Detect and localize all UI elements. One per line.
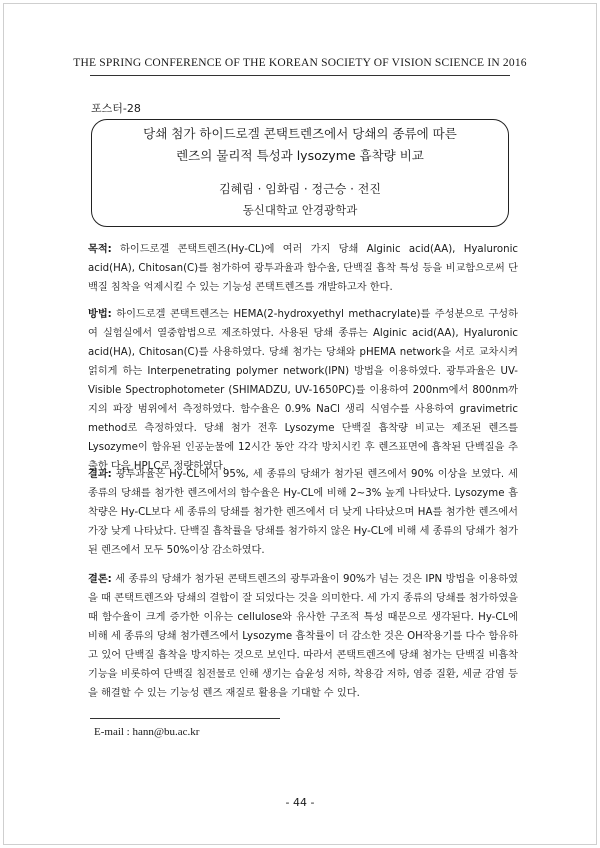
section-purpose [88,240,518,297]
section-heading: 결론: [88,574,112,585]
section-body: 하이드로겔 콘택트렌즈는 HEMA(2-hydroxyethyl methacrylate)를 주성분으로 구성하여 실험실에서 열중합법으로 제조하였다. 사용된 당쇄 종류는 Alginic acid(AA), Hyaluronic acid(HA), Chitosan(C)를 사용하였다. 당쇄 첨가는 당쇄와 pHEMA network을 서로 교차시켜 얽히게 하는 Interpenetrating polymer network(IPN) 방법을 이용하였다. 광투과율은 UV-Visible Spectrophotometer (SHIMADZU, UV-1650PC)를 이용하여 200nm에서 800nm까지의 파장 범위에서 측정하였다. 함수율은 0.9% NaCl 생리 식염수를 사용하여 gravimetric method로 측정하였다. 당쇄 첨가 전후 Lysozyme 단백질 흡착량 비교는 제조된 렌즈를 Lysozyme이 함유된 인공눈물에 12시간 동안 각각 방치시킨 후 렌즈표면에 흡착된 단백질을 추출한 다음 HPLC로 정량하였다. [88,309,518,472]
section-body: 하이드로겔 콘택트렌즈(Hy-CL)에 여러 가지 당쇄 Alginic acid(AA), Hyaluronic acid(HA), Chitosan(C)를 첨가하여 광투과율과 함수율, 단백질 흡착 특성 등을 비교함으로써 단백질 침착을 억제시킬 수 있는 기능성 콘택트렌즈를 개발하고자 한다. [88,244,518,293]
title-line-2: 렌즈의 물리적 특성과 lysozyme 흡착량 비교 [176,148,424,163]
section-methods [88,305,518,476]
title-box [91,119,509,227]
section-heading: 결과: [88,469,112,480]
affiliation: 동신대학교 안경광학과 [242,203,358,217]
section-body: 광투과율은 Hy-CL에서 95%, 세 종류의 당쇄가 첨가된 렌즈에서 90% 이상을 보였다. 세 종류의 당쇄를 첨가한 렌즈에서의 함수율은 Hy-CL에 비해 2~3% 높게 나타났다. Lysozyme 흡착량은 Hy-CL보다 세 종류의 당쇄를 첨가한 렌즈에서 더 낮게 나타났으며 HA를 첨가한 렌즈에서 가장 낮게 나타났다. 단백질 흡착률을 당쇄를 첨가하지 않은 Hy-CL에 비해 세 종류의 당쇄가 첨가된 렌즈에서 모두 50%이상 감소하였다. [88,469,518,556]
section-body: 세 종류의 당쇄가 첨가된 콘택트렌즈의 광투과율이 90%가 넘는 것은 IPN 방법을 이용하였을 때 콘택트렌즈와 당쇄의 결합이 잘 되었다는 것을 의미한다. 세 가지 종류의 당쇄를 첨가하였을 때 함수율이 크게 증가한 이유는 cellulose와 유사한 구조적 특성 때문으로 생각된다. Hy-CL에 비해 세 종류의 당쇄 첨가렌즈에서 Lysozyme 흡착률이 더 감소한 것은 OH작용기를 다수 함유하고 있어 단백질 흡착을 방지하는 것으로 보인다. 따라서 콘택트렌즈에 당쇄 첨가는 단백질 비흡착 기능을 비롯하여 단백질 침전물로 인해 생기는 습윤성 저하, 착용감 저하, 염증 질환, 세균 감염 등을 해결할 수 있는 기능성 렌즈 재질로 활용을 기대할 수 있다. [88,574,518,699]
footnote-divider [90,718,280,719]
section-heading: 목적: [88,244,112,255]
section-heading: 방법: [88,309,112,320]
page-number: - 44 - [285,796,315,809]
section-results [88,465,518,560]
poster-label: 포스터-28 [91,102,141,115]
header-divider [90,75,510,76]
title-line-1: 당쇄 첨가 하이드로겔 콘택트렌즈에서 당쇄의 종류에 따른 [143,126,457,141]
running-header: THE SPRING CONFERENCE OF THE KOREAN SOCIETY OF VISION SCIENCE IN 2016 [73,57,527,69]
author-email: E-mail : hann@bu.ac.kr [94,726,200,738]
authors: 김혜림 · 임화림 · 정근승 · 전진 [219,182,381,196]
section-conclusion [88,570,518,703]
